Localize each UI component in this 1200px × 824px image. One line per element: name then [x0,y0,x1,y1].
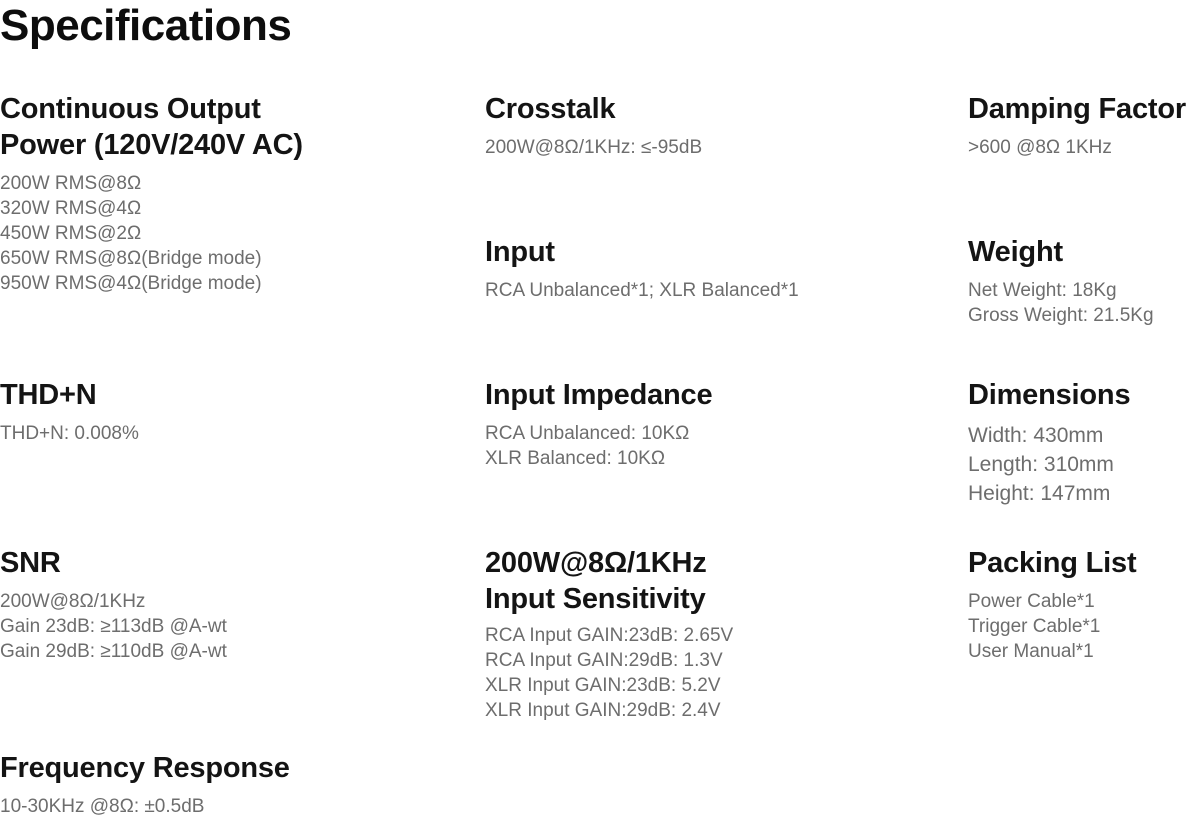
spec-title: THD+N [0,379,97,411]
spec-value: XLR Input GAIN:23dB: 5.2V [485,675,721,696]
spec-value: Net Weight: 18Kg [968,280,1117,301]
spec-title-line: Continuous Output [0,93,261,125]
spec-title [485,545,733,617]
spec-title-line: Power (120V/240V AC) [0,129,303,161]
spec-title: Input [485,236,555,268]
spec-thd [0,377,139,446]
spec-frequency-response [0,750,290,819]
spec-values [485,623,733,723]
spec-title: Dimensions [968,379,1131,411]
spec-value: User Manual*1 [968,641,1094,662]
spec-value: Width: 430mm [968,424,1104,447]
spec-title: Damping Factor [968,93,1186,125]
page-title: Specifications [0,1,292,50]
spec-value: 10-30KHz @8Ω: ±0.5dB [0,796,205,817]
spec-value: XLR Input GAIN:29dB: 2.4V [485,700,721,721]
spec-title: SNR [0,547,61,579]
spec-output-power [0,91,303,296]
spec-value: RCA Unbalanced*1; XLR Balanced*1 [485,280,799,301]
spec-title-line: 200W@8Ω/1KHz [485,547,707,579]
spec-values [0,171,303,296]
spec-values [968,278,1154,328]
spec-value: Length: 310mm [968,453,1114,476]
spec-value: 950W RMS@4Ω(Bridge mode) [0,273,262,294]
spec-values [968,589,1136,664]
spec-dimensions [968,377,1130,508]
spec-title [0,91,303,163]
spec-value: 200W RMS@8Ω [0,173,142,194]
spec-values [485,421,712,471]
spec-snr [0,545,227,664]
spec-title: Weight [968,236,1063,268]
spec-title: Crosstalk [485,93,616,125]
spec-value: Power Cable*1 [968,591,1095,612]
spec-values [0,589,227,664]
spec-title-line: Input Sensitivity [485,583,706,615]
spec-value: XLR Balanced: 10KΩ [485,448,666,469]
spec-value: THD+N: 0.008% [0,423,139,444]
spec-crosstalk [485,91,702,160]
spec-title: Packing List [968,547,1137,579]
spec-value: Trigger Cable*1 [968,616,1101,637]
spec-value: Gross Weight: 21.5Kg [968,305,1154,326]
spec-input [485,234,799,303]
spec-values [0,794,290,819]
spec-value: 320W RMS@4Ω [0,198,142,219]
spec-value: RCA Unbalanced: 10KΩ [485,423,690,444]
spec-values [485,278,799,303]
spec-value: Height: 147mm [968,482,1111,505]
spec-values [0,421,139,446]
spec-value: 200W@8Ω/1KHz: ≤-95dB [485,137,703,158]
spec-value: RCA Input GAIN:23dB: 2.65V [485,625,734,646]
spec-value: Gain 29dB: ≥110dB @A-wt [0,641,227,662]
spec-value: 200W@8Ω/1KHz [0,591,146,612]
spec-weight [968,234,1154,328]
spec-damping-factor [968,91,1186,160]
spec-packing-list [968,545,1136,664]
spec-value: RCA Input GAIN:29dB: 1.3V [485,650,723,671]
spec-value: >600 @8Ω 1KHz [968,137,1112,158]
spec-value: 450W RMS@2Ω [0,223,142,244]
spec-values [485,135,702,160]
spec-values [968,421,1130,508]
spec-input-sensitivity [485,545,733,723]
spec-value: Gain 23dB: ≥113dB @A-wt [0,616,227,637]
spec-value: 650W RMS@8Ω(Bridge mode) [0,248,262,269]
spec-title: Frequency Response [0,752,290,784]
spec-values [968,135,1186,160]
spec-title: Input Impedance [485,379,713,411]
spec-input-impedance [485,377,712,471]
